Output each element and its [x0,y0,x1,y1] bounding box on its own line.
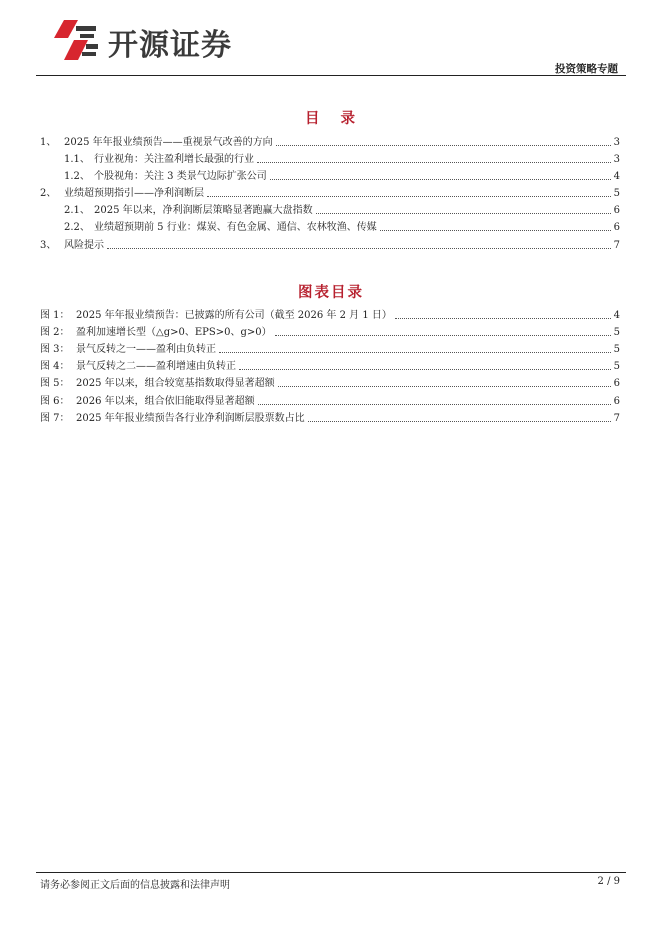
figure-entry-number: 图 6： [40,396,70,407]
figure-entry-label: 2026 年以来，组合依旧能取得显著超额 [76,396,255,407]
dot-leader [275,326,611,336]
toc-entry-page: 3 [613,154,620,165]
toc-entry-number: 1.1、 [64,154,90,165]
dot-leader [316,204,611,214]
figure-entry[interactable] [40,377,620,391]
brand-name: 开源证券 [108,28,232,63]
dot-leader [276,136,611,146]
toc-entry-page: 5 [613,188,620,199]
figure-entry-page: 6 [613,378,620,389]
toc-entry[interactable] [40,136,620,150]
toc-entry-page: 7 [613,240,620,251]
figure-entry-number: 图 5： [40,378,70,389]
page-number: 2 / 9 [597,876,620,887]
dot-leader [395,309,611,319]
toc-entry-label: 2025 年以来，净利润断层策略显著跑赢大盘指数 [94,205,313,216]
dot-leader [270,170,611,180]
dot-leader [239,360,611,370]
figure-entry-label: 盈利加速增长型（△g>0、EPS>0、g>0） [76,327,272,338]
figure-entry-number: 图 7： [40,413,70,424]
toc-entry-number: 2.1、 [64,205,90,216]
figure-entry-page: 5 [613,344,620,355]
dot-leader [219,343,611,353]
figure-entry[interactable] [40,309,620,323]
toc-entry-label: 2025 年年报业绩预告——重视景气改善的方向 [64,137,273,148]
dot-leader [308,412,611,422]
figure-entry[interactable] [40,412,620,426]
figure-entry-number: 图 2： [40,327,70,338]
dot-leader [257,153,611,163]
figure-entry[interactable] [40,343,620,357]
brand-logo [52,16,252,66]
dot-leader [207,187,611,197]
toc-entry-number: 3、 [40,240,57,251]
figure-entry-label: 2025 年以来，组合较宽基指数取得显著超额 [76,378,275,389]
toc-entry-page: 6 [613,205,620,216]
footer-divider [36,872,626,873]
toc-entry[interactable] [40,239,620,253]
toc-entry-label: 业绩超预期指引——净利润断层 [64,188,204,199]
figure-entry-label: 景气反转之一——盈利由负转正 [76,344,216,355]
toc-entry[interactable] [40,187,620,201]
toc-entry-page: 3 [613,137,620,148]
toc-entry[interactable] [64,221,620,235]
dot-leader [380,221,611,231]
toc-entry-label: 个股视角：关注 3 类景气边际扩张公司 [94,171,267,182]
figure-entry[interactable] [40,395,620,409]
figure-entry-page: 5 [613,327,620,338]
toc-entry-label: 行业视角：关注盈利增长最强的行业 [94,154,254,165]
figure-entry-label: 景气反转之二——盈利增速由负转正 [76,361,236,372]
document-type: 投资策略专题 [555,63,618,75]
figure-entry-label: 2025 年年报业绩预告：已披露的所有公司（截至 2026 年 2 月 1 日） [76,310,392,321]
toc-entry-number: 1、 [40,137,57,148]
figure-entry[interactable] [40,326,620,340]
toc-entry-page: 4 [613,171,620,182]
kaiyuan-logo-icon [52,18,100,62]
figure-entry-number: 图 4： [40,361,70,372]
figure-entry-page: 4 [613,310,620,321]
figure-list-title: 图表目录 [298,284,364,301]
toc-entry[interactable] [64,170,620,184]
figure-entry-page: 6 [613,396,620,407]
toc-entry-label: 业绩超预期前 5 行业：煤炭、有色金属、通信、农林牧渔、传媒 [94,222,377,233]
toc-entry-number: 2.2、 [64,222,90,233]
toc-entry[interactable] [64,153,620,167]
dot-leader [258,395,611,405]
toc-entry-number: 2、 [40,188,57,199]
disclaimer-note: 请务必参阅正文后面的信息披露和法律声明 [40,880,230,891]
toc-entry[interactable] [64,204,620,218]
figure-entry-number: 图 3： [40,344,70,355]
toc-title: 目 录 [304,110,358,127]
figure-entry-label: 2025 年年报业绩预告各行业净利润断层股票数占比 [76,413,305,424]
figure-entry-number: 图 1： [40,310,70,321]
header-divider [36,75,626,76]
dot-leader [107,239,611,249]
figure-entry[interactable] [40,360,620,374]
toc-entry-label: 风险提示 [64,240,104,251]
figure-entry-page: 7 [613,413,620,424]
toc-entry-number: 1.2、 [64,171,90,182]
toc-entry-page: 6 [613,222,620,233]
figure-entry-page: 5 [613,361,620,372]
dot-leader [278,377,611,387]
